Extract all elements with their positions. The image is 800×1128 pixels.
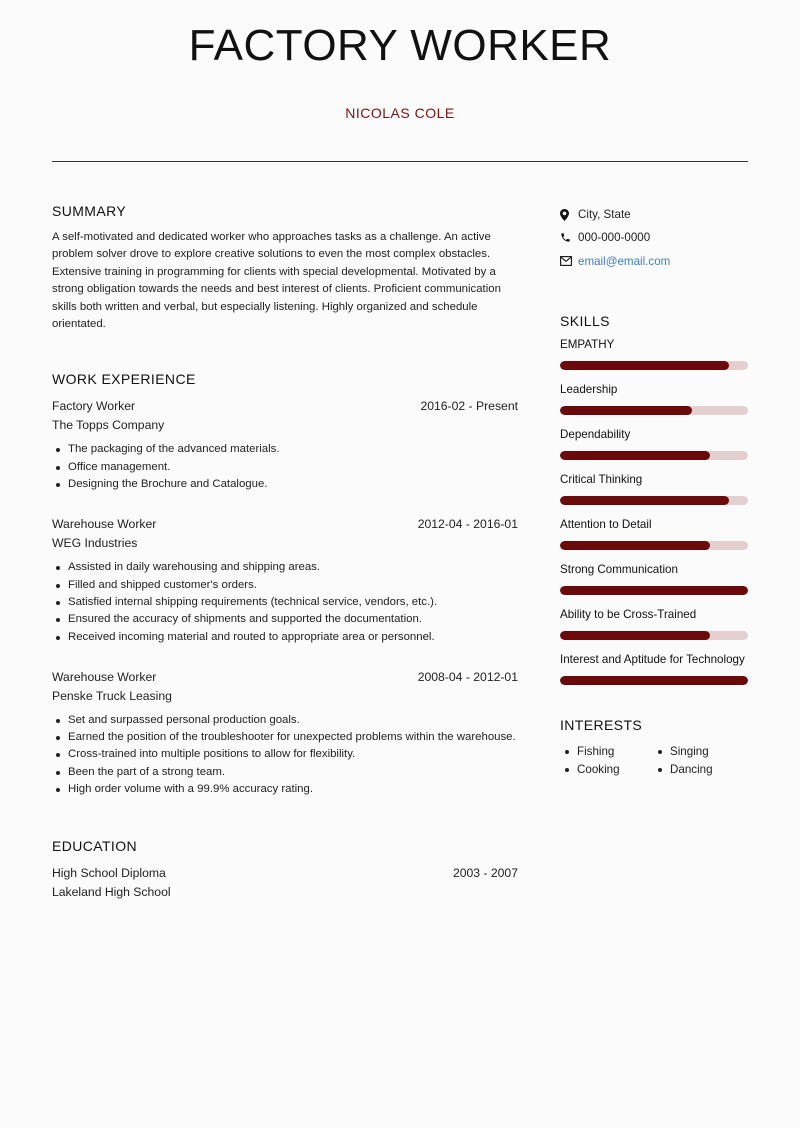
location-pin-icon: [560, 209, 578, 221]
location-text: City, State: [578, 208, 631, 222]
skill-bar-fill: [560, 451, 710, 460]
job-company: Penske Truck Leasing: [52, 688, 172, 703]
duty-item: Office management.: [52, 459, 518, 476]
job-title: Warehouse Worker: [52, 517, 157, 532]
skill-item: [560, 337, 748, 382]
interests-section: [560, 717, 748, 778]
interests-heading: INTERESTS: [560, 716, 643, 733]
header-divider: [52, 161, 748, 162]
interest-item: Singing: [653, 744, 748, 760]
skill-bar: [560, 676, 748, 685]
skill-label: Leadership: [560, 382, 618, 396]
duty-item: Filled and shipped customer's orders.: [52, 577, 518, 594]
main-column: [52, 203, 518, 908]
job-company: WEG Industries: [52, 536, 138, 551]
sidebar: [560, 203, 748, 778]
skill-item: [560, 427, 748, 472]
duty-item: Designing the Brochure and Catalogue.: [52, 476, 518, 493]
education-dates: 2003 - 2007: [452, 866, 518, 881]
skill-bar-fill: [560, 676, 748, 685]
skill-bar: [560, 541, 748, 550]
skill-label: Attention to Detail: [560, 517, 652, 531]
job-title: Warehouse Worker: [52, 669, 157, 684]
education-heading: EDUCATION: [52, 838, 138, 855]
duty-item: Received incoming material and routed to appropriate area or personnel.: [52, 629, 518, 646]
phone-text: 000-000-0000: [578, 231, 651, 245]
summary-section: [52, 203, 518, 333]
duty-item: Assisted in daily warehousing and shipping areas.: [52, 559, 518, 576]
skill-bar-fill: [560, 541, 710, 550]
skill-item: [560, 607, 748, 652]
skill-bar: [560, 451, 748, 460]
summary-text: A self-motivated and dedicated worker who approaches tasks as a challenge. An active problem solver drove to explore creative solutions to even the most complex obstacles. Extensive training in programming for clients with special developmental. Motivated by a strong obligation towards the needs and best interest of clients. Proficient communication skills both written and verbal, but especially listening. Highly organized and schedule orientated.: [52, 231, 501, 331]
skill-item: [560, 472, 748, 517]
skill-item: [560, 382, 748, 427]
skills-heading: SKILLS: [560, 312, 610, 329]
skill-bar-fill: [560, 361, 729, 370]
duty-item: Cross-trained into multiple positions to allow for flexibility.: [52, 746, 518, 763]
skills-section: [560, 313, 748, 697]
skill-bar-fill: [560, 631, 710, 640]
duty-item: Been the part of a strong team.: [52, 764, 518, 781]
phone-icon: [560, 232, 578, 243]
interests-list: [560, 744, 748, 778]
email-link[interactable]: email@email.com: [578, 254, 671, 268]
skill-label: Critical Thinking: [560, 472, 643, 486]
skill-label: Ability to be Cross-Trained: [560, 607, 697, 621]
job-dates: 2016-02 - Present: [420, 399, 518, 414]
skill-item: [560, 652, 748, 697]
job-entry: [52, 397, 518, 493]
job-company: The Topps Company: [52, 418, 165, 433]
skill-label: Strong Communication: [560, 562, 678, 576]
job-duties: [52, 441, 518, 493]
duty-item: Earned the position of the troubleshooter for unexpected problems within the warehouse.: [52, 729, 518, 746]
skill-bar: [560, 406, 748, 415]
skill-bar: [560, 361, 748, 370]
job-entry: [52, 515, 518, 645]
education-section: [52, 838, 518, 902]
skill-label: Dependability: [560, 427, 631, 441]
duty-item: Satisfied internal shipping requirements (technical service, vendors, etc.).: [52, 594, 518, 611]
contact-phone: [560, 226, 748, 249]
skill-bar-fill: [560, 586, 748, 595]
job-entry: [52, 668, 518, 798]
contact-location: [560, 203, 748, 226]
skill-label: EMPATHY: [560, 337, 615, 351]
duty-item: Set and surpassed personal production goals.: [52, 712, 518, 729]
contact-email[interactable]: [560, 250, 748, 273]
skill-bar-fill: [560, 406, 692, 415]
job-dates: 2008-04 - 2012-01: [417, 669, 518, 684]
duty-item: Ensured the accuracy of shipments and supported the documentation.: [52, 611, 518, 628]
job-dates: 2012-04 - 2016-01: [417, 517, 518, 532]
skill-bar-fill: [560, 496, 729, 505]
interest-item: Dancing: [653, 762, 748, 778]
skill-item: [560, 562, 748, 607]
duty-item: The packaging of the advanced materials.: [52, 441, 518, 458]
contact-block: [560, 203, 748, 273]
education-school: Lakeland High School: [52, 885, 171, 900]
email-icon: [560, 256, 578, 266]
resume-title: FACTORY WORKER: [188, 21, 612, 70]
job-title: Factory Worker: [52, 399, 136, 414]
duty-item: High order volume with a 99.9% accuracy rating.: [52, 781, 518, 798]
candidate-name: NICOLAS COLE: [345, 105, 455, 121]
skill-label: Interest and Aptitude for Technology: [560, 652, 745, 666]
skill-bar: [560, 496, 748, 505]
skill-bar: [560, 631, 748, 640]
job-duties: [52, 712, 518, 798]
interest-item: Cooking: [560, 762, 653, 778]
work-experience-section: [52, 371, 518, 798]
interest-item: Fishing: [560, 744, 653, 760]
skill-item: [560, 517, 748, 562]
job-duties: [52, 559, 518, 645]
skill-bar: [560, 586, 748, 595]
summary-heading: SUMMARY: [52, 203, 127, 219]
work-experience-heading: WORK EXPERIENCE: [52, 371, 196, 388]
education-degree: High School Diploma: [52, 866, 166, 881]
